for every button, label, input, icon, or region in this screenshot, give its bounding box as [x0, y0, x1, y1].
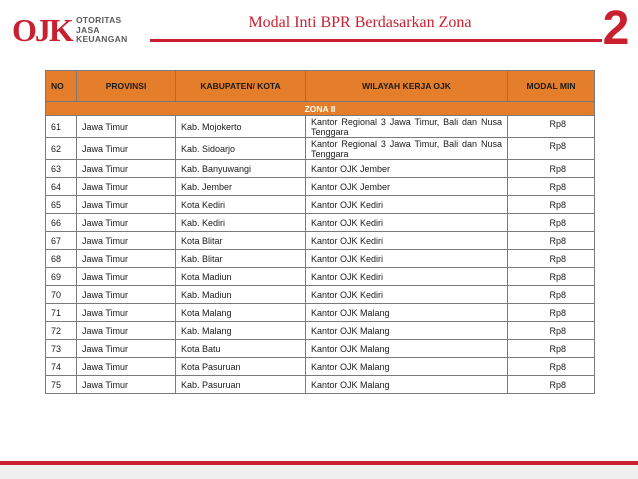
cell-provinsi: Jawa Timur	[77, 250, 176, 268]
zone-table	[45, 70, 595, 394]
cell-no: 74	[46, 358, 77, 376]
cell-no: 68	[46, 250, 77, 268]
cell-wilayah-kerja: Kantor OJK Malang	[306, 358, 508, 376]
cell-provinsi: Jawa Timur	[77, 214, 176, 232]
cell-modal-min: Rp8	[508, 358, 595, 376]
table-row	[46, 196, 595, 214]
cell-provinsi: Jawa Timur	[77, 232, 176, 250]
table-row	[46, 160, 595, 178]
cell-no: 63	[46, 160, 77, 178]
cell-kabupaten-kota: Kab. Mojokerto	[176, 116, 306, 138]
cell-no: 62	[46, 138, 77, 160]
table-row	[46, 322, 595, 340]
cell-provinsi: Jawa Timur	[77, 138, 176, 160]
cell-wilayah-kerja: Kantor OJK Jember	[306, 178, 508, 196]
cell-modal-min: Rp8	[508, 340, 595, 358]
cell-modal-min: Rp8	[508, 196, 595, 214]
table-header-row	[46, 71, 595, 102]
cell-wilayah-kerja: Kantor OJK Malang	[306, 322, 508, 340]
cell-provinsi: Jawa Timur	[77, 178, 176, 196]
logo-line-2: JASA	[76, 24, 100, 35]
cell-provinsi: Jawa Timur	[77, 286, 176, 304]
cell-modal-min: Rp8	[508, 138, 595, 160]
cell-wilayah-kerja: Kantor OJK Kediri	[306, 196, 508, 214]
cell-kabupaten-kota: Kota Pasuruan	[176, 358, 306, 376]
table-row	[46, 232, 595, 250]
cell-no: 67	[46, 232, 77, 250]
cell-wilayah-kerja: Kantor OJK Kediri	[306, 232, 508, 250]
cell-no: 61	[46, 116, 77, 138]
cell-kabupaten-kota: Kota Madiun	[176, 268, 306, 286]
cell-modal-min: Rp8	[508, 268, 595, 286]
cell-modal-min: Rp8	[508, 304, 595, 322]
cell-provinsi: Jawa Timur	[77, 376, 176, 394]
slide-footer	[0, 461, 638, 479]
cell-modal-min: Rp8	[508, 116, 595, 138]
cell-provinsi: Jawa Timur	[77, 196, 176, 214]
cell-wilayah-kerja: Kantor OJK Malang	[306, 376, 508, 394]
cell-modal-min: Rp8	[508, 178, 595, 196]
logo-line-1: OTORITAS	[76, 15, 122, 25]
zone-label: ZONA II	[46, 102, 595, 116]
cell-wilayah-kerja: Kantor OJK Kediri	[306, 214, 508, 232]
cell-wilayah-kerja: Kantor OJK Jember	[306, 160, 508, 178]
table-row	[46, 178, 595, 196]
table-body	[46, 116, 595, 394]
cell-no: 64	[46, 178, 77, 196]
header-wilayah-kerja: WILAYAH KERJA OJK	[306, 71, 508, 102]
cell-wilayah-kerja: Kantor Regional 3 Jawa Timur, Bali dan Nusa Tenggara	[306, 138, 508, 160]
section-number-badge: 2	[602, 2, 630, 55]
cell-modal-min: Rp8	[508, 376, 595, 394]
ojk-logo	[12, 13, 142, 49]
cell-wilayah-kerja: Kantor OJK Kediri	[306, 268, 508, 286]
table-row	[46, 304, 595, 322]
page-title: Modal Inti BPR Berdasarkan Zona	[248, 14, 472, 31]
table-row	[46, 138, 595, 160]
zone-row	[46, 102, 595, 116]
cell-wilayah-kerja: Kantor OJK Kediri	[306, 286, 508, 304]
table-row	[46, 116, 595, 138]
header-modal-min: MODAL MIN	[508, 71, 595, 102]
cell-no: 72	[46, 322, 77, 340]
cell-kabupaten-kota: Kab. Kediri	[176, 214, 306, 232]
cell-kabupaten-kota: Kab. Pasuruan	[176, 376, 306, 394]
footer-band	[0, 465, 638, 479]
slide-header	[0, 0, 638, 60]
cell-modal-min: Rp8	[508, 322, 595, 340]
cell-kabupaten-kota: Kab. Malang	[176, 322, 306, 340]
cell-provinsi: Jawa Timur	[77, 322, 176, 340]
cell-kabupaten-kota: Kab. Jember	[176, 178, 306, 196]
table-row	[46, 214, 595, 232]
cell-wilayah-kerja: Kantor OJK Malang	[306, 340, 508, 358]
logo-line-3: KEUANGAN	[76, 34, 128, 44]
cell-modal-min: Rp8	[508, 232, 595, 250]
cell-kabupaten-kota: Kab. Madiun	[176, 286, 306, 304]
cell-kabupaten-kota: Kab. Banyuwangi	[176, 160, 306, 178]
cell-modal-min: Rp8	[508, 250, 595, 268]
cell-no: 70	[46, 286, 77, 304]
ojk-logo-mark: OJK	[12, 12, 72, 48]
cell-modal-min: Rp8	[508, 286, 595, 304]
cell-modal-min: Rp8	[508, 160, 595, 178]
header-no: NO	[46, 71, 77, 102]
table-row	[46, 268, 595, 286]
cell-provinsi: Jawa Timur	[77, 358, 176, 376]
cell-kabupaten-kota: Kota Kediri	[176, 196, 306, 214]
table-row	[46, 340, 595, 358]
cell-kabupaten-kota: Kota Malang	[176, 304, 306, 322]
cell-provinsi: Jawa Timur	[77, 340, 176, 358]
cell-no: 75	[46, 376, 77, 394]
cell-kabupaten-kota: Kab. Blitar	[176, 250, 306, 268]
cell-kabupaten-kota: Kota Batu	[176, 340, 306, 358]
cell-wilayah-kerja: Kantor OJK Kediri	[306, 250, 508, 268]
cell-kabupaten-kota: Kota Blitar	[176, 232, 306, 250]
cell-no: 71	[46, 304, 77, 322]
cell-no: 65	[46, 196, 77, 214]
table-row	[46, 358, 595, 376]
cell-provinsi: Jawa Timur	[77, 304, 176, 322]
header-provinsi: PROVINSI	[77, 71, 176, 102]
table-row	[46, 250, 595, 268]
cell-provinsi: Jawa Timur	[77, 268, 176, 286]
cell-wilayah-kerja: Kantor OJK Malang	[306, 304, 508, 322]
cell-no: 66	[46, 214, 77, 232]
cell-kabupaten-kota: Kab. Sidoarjo	[176, 138, 306, 160]
table-row	[46, 376, 595, 394]
cell-modal-min: Rp8	[508, 214, 595, 232]
title-underline	[150, 39, 602, 42]
cell-provinsi: Jawa Timur	[77, 116, 176, 138]
table-row	[46, 286, 595, 304]
cell-no: 73	[46, 340, 77, 358]
header-kabupaten-kota: KABUPATEN/ KOTA	[176, 71, 306, 102]
cell-wilayah-kerja: Kantor Regional 3 Jawa Timur, Bali dan Nusa Tenggara	[306, 116, 508, 138]
cell-provinsi: Jawa Timur	[77, 160, 176, 178]
ojk-logo-wordmark	[76, 16, 128, 45]
cell-no: 69	[46, 268, 77, 286]
